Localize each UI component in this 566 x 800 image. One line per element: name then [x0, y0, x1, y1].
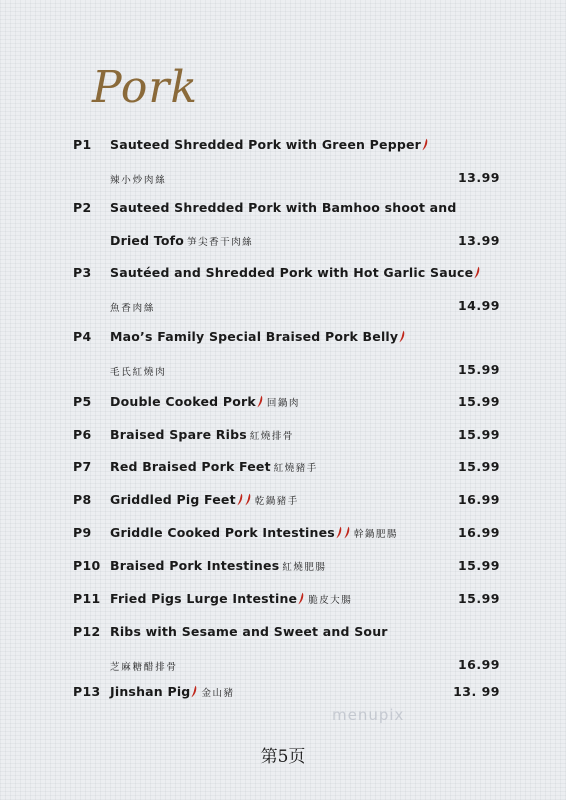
item-price: 15.99	[457, 394, 500, 409]
menu-item-row-2	[0, 657, 566, 679]
item-price: 13.99	[457, 170, 500, 185]
item-name: Mao’s Family Special Braised Pork Belly	[110, 329, 406, 344]
menu-item-row	[0, 624, 566, 646]
item-name: Jinshan Pig 金山豬	[110, 684, 235, 699]
item-price: 15.99	[457, 558, 500, 573]
item-number: P5	[73, 394, 92, 409]
item-name: Braised Pork Intestines 紅燒肥腸	[110, 558, 327, 573]
item-name: Red Braised Pork Feet 紅燒豬手	[110, 459, 318, 474]
menu-item-row-2	[0, 170, 566, 192]
item-chinese-name: 毛氏紅燒肉	[110, 367, 167, 378]
item-price: 16.99	[457, 657, 500, 672]
item-number: P8	[73, 492, 92, 507]
item-number: P11	[73, 591, 101, 606]
item-chinese-name: 笋尖香干肉絲	[187, 237, 254, 248]
item-chinese-name: 魚香肉絲	[110, 303, 156, 314]
menu-item-row	[0, 200, 566, 222]
item-chinese-name: 紅燒肥腸	[282, 562, 327, 573]
chili-pepper-icon	[191, 685, 197, 698]
chili-pepper-icon	[474, 266, 480, 279]
item-number: P3	[73, 265, 92, 280]
chili-pepper-icon	[245, 493, 251, 506]
item-chinese-name: 金山豬	[201, 688, 235, 699]
item-name: Double Cooked Pork 回鍋肉	[110, 394, 300, 409]
item-chinese-name: 芝麻糖醋排骨	[110, 662, 178, 673]
menu-item-row	[0, 265, 566, 287]
menu-item-row	[0, 684, 566, 706]
item-number: P10	[73, 558, 101, 573]
menu-item-row	[0, 591, 566, 613]
item-price: 13. 99	[453, 684, 500, 699]
item-number: P4	[73, 329, 92, 344]
item-chinese-name: 紅燒排骨	[249, 431, 294, 442]
chili-pepper-icon	[336, 526, 342, 539]
menu-item-row	[0, 137, 566, 159]
item-chinese-name: 回鍋肉	[266, 398, 300, 409]
item-number: P1	[73, 137, 92, 152]
item-name: Braised Spare Ribs 紅燒排骨	[110, 427, 294, 442]
item-name: Ribs with Sesame and Sweet and Sour	[110, 624, 388, 639]
menu-item-row	[0, 459, 566, 481]
item-chinese-name: 紅燒豬手	[273, 463, 318, 474]
item-price: 14.99	[457, 298, 500, 313]
page-number: 第5页	[260, 747, 306, 767]
item-price: 13.99	[457, 233, 500, 248]
menu-item-row	[0, 394, 566, 416]
chili-pepper-icon	[257, 395, 263, 408]
chili-pepper-icon	[344, 526, 350, 539]
item-name: Griddle Cooked Pork Intestines 幹鍋肥腸	[110, 525, 398, 540]
item-chinese-name: 幹鍋肥腸	[353, 529, 398, 540]
menu-item-row	[0, 558, 566, 580]
item-name: Sauteed Shredded Pork with Green Pepper	[110, 137, 429, 152]
chili-pepper-icon	[399, 330, 405, 343]
menu-item-row-2	[0, 298, 566, 320]
item-number: P7	[73, 459, 92, 474]
item-chinese-name: 乾鍋豬手	[254, 496, 299, 507]
item-chinese-name: 脆皮大腸	[308, 595, 353, 606]
menu-item-row	[0, 492, 566, 514]
item-name: Sauteed Shredded Pork with Bamhoo shoot and	[110, 200, 457, 215]
menu-item-row	[0, 427, 566, 449]
menu-item-row	[0, 329, 566, 351]
item-price: 15.99	[457, 459, 500, 474]
item-number: P13	[73, 684, 101, 699]
item-name: Sautéed and Shredded Pork with Hot Garlic Sauce	[110, 265, 481, 280]
chili-pepper-icon	[237, 493, 243, 506]
item-number: P12	[73, 624, 101, 639]
menu-item-row	[0, 525, 566, 547]
item-name: Fried Pigs Lurge Intestine 脆皮大腸	[110, 591, 353, 606]
item-name: Griddled Pig Feet 乾鍋豬手	[110, 492, 299, 507]
chili-pepper-icon	[298, 592, 304, 605]
item-number: P2	[73, 200, 92, 215]
menu-item-row-2	[0, 362, 566, 384]
chili-pepper-icon	[422, 138, 428, 151]
item-price: 16.99	[457, 525, 500, 540]
page-title: Pork	[92, 62, 199, 113]
item-name-continued: Dried Tofo 笋尖香干肉絲	[110, 233, 254, 248]
item-price: 15.99	[457, 362, 500, 377]
item-chinese-name: 辣小炒肉絲	[110, 175, 167, 186]
watermark: menupix	[332, 706, 405, 724]
item-number: P9	[73, 525, 92, 540]
item-price: 15.99	[457, 591, 500, 606]
item-price: 15.99	[457, 427, 500, 442]
item-number: P6	[73, 427, 92, 442]
item-price: 16.99	[457, 492, 500, 507]
menu-item-row-2	[0, 233, 566, 255]
